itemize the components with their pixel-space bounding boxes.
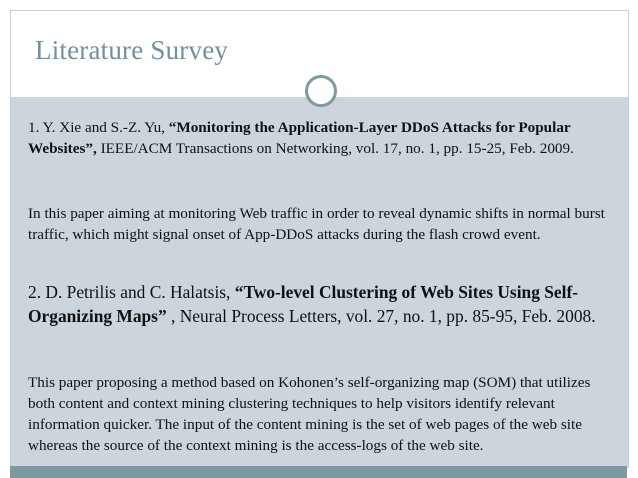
summary-2: This paper proposing a method based on Kohonen’s self-organizing map (SOM) that utilizes both content and context mining clustering techniques to help visitors identify relevant information quicker. The input of the content mining is the set of web pages of the web site whereas the source of the context mining is the access-logs of the web site. — [28, 374, 591, 454]
circle-ornament-icon — [305, 75, 337, 107]
summary-1: In this paper aiming at monitoring Web traffic in order to reveal dynamic shifts in normal burst traffic, which might signal onset of App-DDoS attacks during the flash crowd event. — [28, 205, 605, 243]
content-area — [11, 97, 628, 467]
reference-1-suffix: IEEE/ACM Transactions on Networking, vol. 17, no. 1, pp. 15-25, Feb. 2009. — [96, 140, 574, 157]
bottom-bar — [10, 466, 627, 478]
slide-title: Literature Survey — [35, 35, 229, 65]
reference-1-title: “Monitoring the Application-Layer DDoS Attacks for Popular Websites”, — [28, 119, 571, 157]
slide-frame — [10, 10, 629, 468]
reference-2 — [28, 280, 620, 328]
reference-1-prefix: 1. Y. Xie and S.-Z. Yu, — [28, 119, 165, 136]
reference-2-prefix: 2. D. Petrilis and C. Halatsis, — [28, 282, 231, 302]
reference-1 — [28, 117, 620, 159]
reference-2-suffix: , Neural Process Letters, vol. 27, no. 1, pp. 85-95, Feb. 2008. — [166, 306, 596, 326]
reference-2-title: “Two-level Clustering of Web Sites Using Self-Organizing Maps” — [28, 282, 579, 326]
